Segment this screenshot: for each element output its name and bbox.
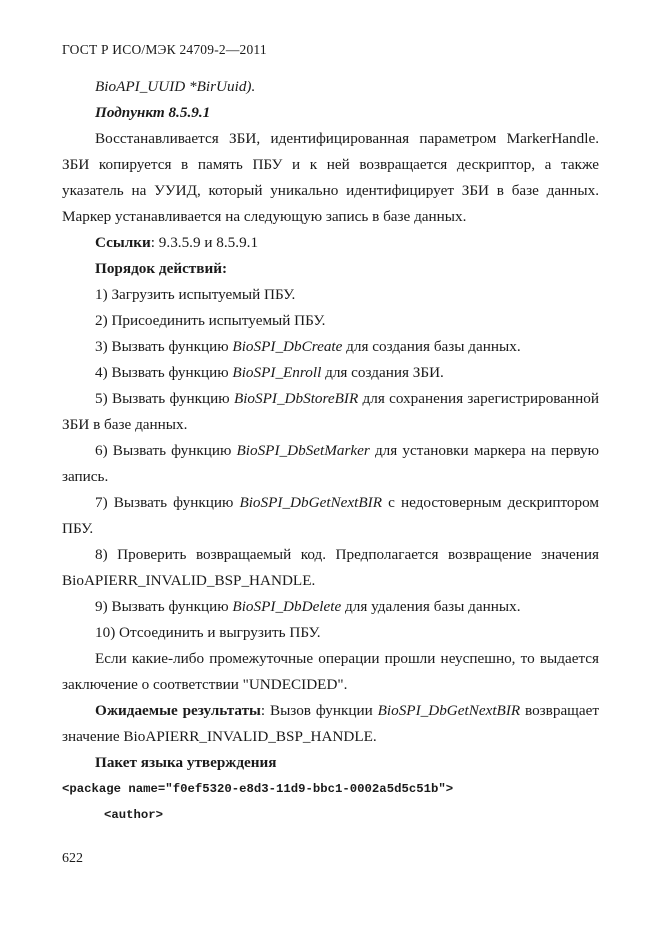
step-10: 10) Отсоединить и выгрузить ПБУ. [95,624,321,641]
step-7-text: 7) Вызвать функцию [95,494,240,511]
document-body [62,74,599,828]
step-6-tail: для установки маркера на первую запись. [62,442,599,485]
code-author-line: <author> [104,808,164,822]
references-value: : 9.3.5.9 и 8.5.9.1 [150,234,259,251]
step-9-function: BioSPI_DbDelete [232,598,342,615]
package-heading [62,750,599,776]
step-9-text: 9) Вызвать функцию [95,598,233,615]
step-7-function: BioSPI_DbGetNextBIR [239,494,382,511]
procedure-heading [62,256,599,282]
page-number: 622 [62,851,83,866]
step-9 [62,594,599,620]
step-6-text: 6) Вызвать функцию [95,442,237,459]
step-7 [62,490,599,542]
references-line [62,230,599,256]
step-4-tail: для создания ЗБИ. [321,364,444,381]
step-4-function: BioSPI_Enroll [232,364,322,381]
expected-results-text: : Вызов функции [260,702,378,719]
subclause-heading [62,100,599,126]
step-5-text: 5) Вызвать функцию [95,390,234,407]
continuation-line [62,74,599,100]
function-signature-tail: BioAPI_UUID *BirUuid). [95,78,256,95]
subclause-heading-text: Подпункт 8.5.9.1 [95,104,211,121]
step-2: 2) Присоединить испытуемый ПБУ. [95,312,326,329]
references-label: Ссылки [95,234,151,251]
intro-paragraph: Восстанавливается ЗБИ, идентифицированная параметром MarkerHandle. ЗБИ копируется в память ПБУ и к ней возвращается дескриптор, а также указатель на УУИД, который уникально идентифицирует ЗБИ в базе данных. Маркер устанавливается на следующую запись в базе данных. [62,130,599,225]
step-4-text: 4) Вызвать функцию [95,364,233,381]
step-5 [62,386,599,438]
step-5-function: BioSPI_DbStoreBIR [233,390,359,407]
code-package-line: <package name="f0ef5320-e8d3-11d9-bbc1-0002a5d5c51b"> [62,782,454,796]
expected-results-tail: возвращает значение BioAPIERR_INVALID_BSP_HANDLE. [62,702,599,745]
step-6-function: BioSPI_DbSetMarker [236,442,370,459]
expected-results-function: BioSPI_DbGetNextBIR [377,702,521,719]
undecided-paragraph: Если какие-либо промежуточные операции прошли неуспешно, то выдается заключение о соответствии "UNDECIDED". [62,650,599,693]
expected-results-label: Ожидаемые результаты [95,702,261,719]
step-4 [62,360,599,386]
step-7-tail: с недостоверным дескриптором ПБУ. [62,494,599,537]
step-6 [62,438,599,490]
step-9-tail: для удаления базы данных. [341,598,521,615]
package-heading-text: Пакет языка утверждения [95,754,277,771]
expected-results [62,698,599,750]
step-3-text: 3) Вызвать функцию [95,338,233,355]
step-3 [62,334,599,360]
step-8: 8) Проверить возвращаемый код. Предполагается возвращение значения BioAPIERR_INVALID_BSP_HANDLE. [62,546,599,589]
step-5-tail: для сохранения зарегистрированной ЗБИ в базе данных. [62,390,599,433]
procedure-heading-text: Порядок действий: [95,260,228,277]
document-header: ГОСТ Р ИСО/МЭК 24709-2—2011 [62,42,267,57]
step-1: 1) Загрузить испытуемый ПБУ. [95,286,296,303]
step-3-tail: для создания базы данных. [342,338,521,355]
step-3-function: BioSPI_DbCreate [232,338,343,355]
